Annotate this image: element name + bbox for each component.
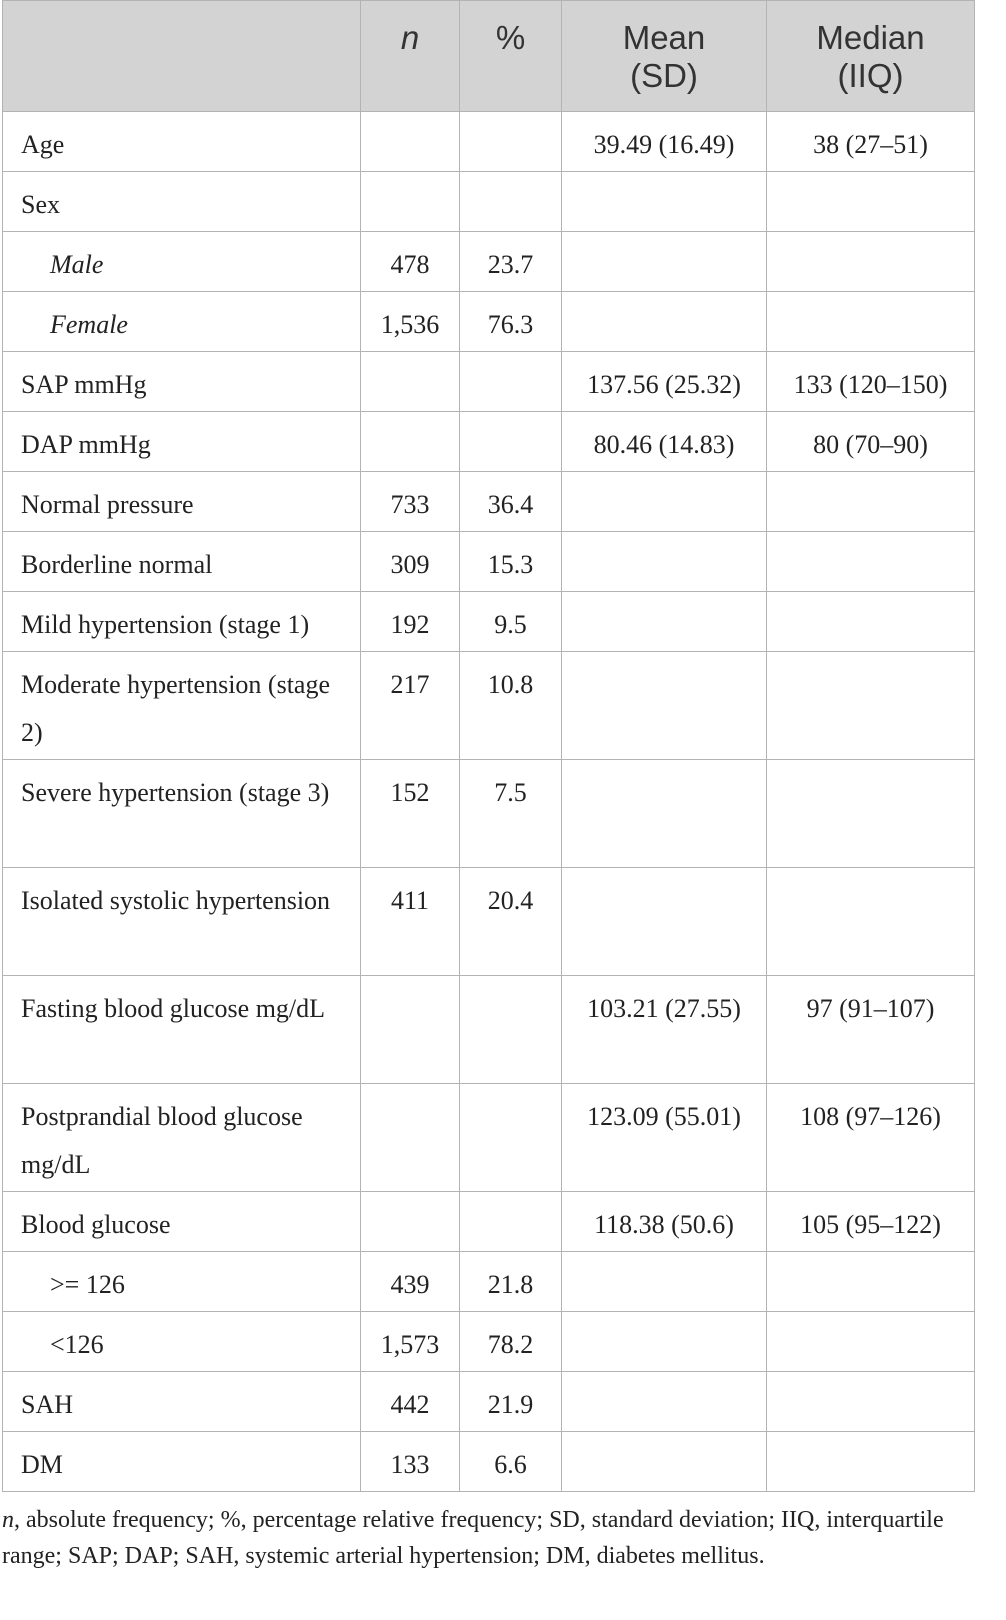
- cell-median-iiq: 38 (27–51): [767, 112, 975, 172]
- row-label: Isolated systolic hypertension: [3, 868, 361, 976]
- row-label: SAP mmHg: [3, 352, 361, 412]
- table-row: [3, 412, 975, 472]
- cell-n: 217: [361, 652, 460, 760]
- cell-median-iiq: 108 (97–126): [767, 1084, 975, 1192]
- cell-n: 309: [361, 532, 460, 592]
- row-label: Normal pressure: [3, 472, 361, 532]
- row-label: >= 126: [3, 1252, 361, 1312]
- cell-percent: [460, 172, 562, 232]
- cell-mean-sd: 80.46 (14.83): [562, 412, 767, 472]
- cell-mean-sd: [562, 868, 767, 976]
- row-label: DM: [3, 1432, 361, 1492]
- cell-mean-sd: [562, 760, 767, 868]
- cell-n: 1,536: [361, 292, 460, 352]
- row-label: Female: [3, 292, 361, 352]
- cell-n: [361, 412, 460, 472]
- table-row: [3, 112, 975, 172]
- cell-percent: 76.3: [460, 292, 562, 352]
- table-row: [3, 652, 975, 760]
- cell-median-iiq: [767, 760, 975, 868]
- row-label: Moderate hypertension (stage 2): [3, 652, 361, 760]
- cell-n: 478: [361, 232, 460, 292]
- cell-mean-sd: 123.09 (55.01): [562, 1084, 767, 1192]
- cell-median-iiq: 105 (95–122): [767, 1192, 975, 1252]
- footnote-n-symbol: n: [2, 1507, 14, 1533]
- row-label: Sex: [3, 172, 361, 232]
- cell-median-iiq: 80 (70–90): [767, 412, 975, 472]
- cell-percent: 20.4: [460, 868, 562, 976]
- cell-median-iiq: [767, 292, 975, 352]
- cell-n: [361, 112, 460, 172]
- cell-n: [361, 172, 460, 232]
- cell-median-iiq: [767, 592, 975, 652]
- header-mean-sd: [562, 1, 767, 112]
- row-label: Postprandial blood glucose mg/dL: [3, 1084, 361, 1192]
- cell-median-iiq: [767, 652, 975, 760]
- table-body: [3, 112, 975, 1492]
- cell-percent: 6.6: [460, 1432, 562, 1492]
- row-label: Fasting blood glucose mg/dL: [3, 976, 361, 1084]
- cell-mean-sd: [562, 592, 767, 652]
- cell-percent: 23.7: [460, 232, 562, 292]
- header-median-line2: (IIQ): [837, 57, 904, 94]
- header-row: [3, 1, 975, 112]
- header-label: [3, 1, 361, 112]
- table-row: [3, 172, 975, 232]
- cell-n: [361, 1084, 460, 1192]
- cell-percent: 36.4: [460, 472, 562, 532]
- header-percent: %: [460, 1, 562, 112]
- cell-mean-sd: 103.21 (27.55): [562, 976, 767, 1084]
- table-row: [3, 472, 975, 532]
- cell-n: 411: [361, 868, 460, 976]
- cell-median-iiq: [767, 232, 975, 292]
- footnote-text: , absolute frequency; %, percentage relative frequency; SD, standard deviation; IIQ, interquartile range; SAP; DAP; SAH, systemic arterial hypertension; DM, diabetes mellitus.: [2, 1507, 944, 1569]
- cell-median-iiq: [767, 1312, 975, 1372]
- table-row: [3, 760, 975, 868]
- cell-mean-sd: [562, 292, 767, 352]
- table-row: [3, 1192, 975, 1252]
- table-row: [3, 1084, 975, 1192]
- cell-n: 1,573: [361, 1312, 460, 1372]
- row-label: DAP mmHg: [3, 412, 361, 472]
- cell-n: 733: [361, 472, 460, 532]
- cell-percent: 10.8: [460, 652, 562, 760]
- cell-median-iiq: [767, 868, 975, 976]
- cell-mean-sd: [562, 232, 767, 292]
- row-label: SAH: [3, 1372, 361, 1432]
- cell-percent: 78.2: [460, 1312, 562, 1372]
- cell-median-iiq: [767, 532, 975, 592]
- cell-median-iiq: 133 (120–150): [767, 352, 975, 412]
- cell-n: [361, 1192, 460, 1252]
- cell-mean-sd: [562, 1312, 767, 1372]
- table-row: [3, 1372, 975, 1432]
- cell-mean-sd: [562, 1252, 767, 1312]
- cell-mean-sd: [562, 172, 767, 232]
- header-n: n: [361, 1, 460, 112]
- table-row: [3, 232, 975, 292]
- cell-percent: [460, 976, 562, 1084]
- row-label: Mild hypertension (stage 1): [3, 592, 361, 652]
- table-row: [3, 292, 975, 352]
- cell-median-iiq: 97 (91–107): [767, 976, 975, 1084]
- row-label: Severe hypertension (stage 3): [3, 760, 361, 868]
- data-table: [2, 0, 975, 1492]
- table-row: [3, 532, 975, 592]
- cell-percent: [460, 412, 562, 472]
- cell-n: 133: [361, 1432, 460, 1492]
- cell-n: [361, 976, 460, 1084]
- table-row: [3, 352, 975, 412]
- cell-mean-sd: [562, 532, 767, 592]
- cell-percent: 7.5: [460, 760, 562, 868]
- cell-mean-sd: [562, 1432, 767, 1492]
- cell-mean-sd: [562, 652, 767, 760]
- table-row: [3, 1252, 975, 1312]
- row-label: Borderline normal: [3, 532, 361, 592]
- table-footnote: [2, 1502, 974, 1574]
- cell-n: 152: [361, 760, 460, 868]
- table-row: [3, 1312, 975, 1372]
- cell-mean-sd: [562, 472, 767, 532]
- row-label: <126: [3, 1312, 361, 1372]
- cell-percent: 15.3: [460, 532, 562, 592]
- cell-median-iiq: [767, 472, 975, 532]
- table-row: [3, 1432, 975, 1492]
- cell-n: 192: [361, 592, 460, 652]
- cell-percent: [460, 352, 562, 412]
- row-label: Male: [3, 232, 361, 292]
- cell-median-iiq: [767, 1252, 975, 1312]
- table-header: [3, 1, 975, 112]
- table-row: [3, 592, 975, 652]
- cell-percent: 21.9: [460, 1372, 562, 1432]
- cell-percent: 21.8: [460, 1252, 562, 1312]
- cell-median-iiq: [767, 172, 975, 232]
- header-median-iiq: [767, 1, 975, 112]
- cell-n: 442: [361, 1372, 460, 1432]
- row-label: Blood glucose: [3, 1192, 361, 1252]
- cell-mean-sd: [562, 1372, 767, 1432]
- cell-mean-sd: 39.49 (16.49): [562, 112, 767, 172]
- cell-percent: [460, 1084, 562, 1192]
- header-mean-line1: Mean: [622, 19, 706, 56]
- header-median-line1: Median: [816, 19, 925, 56]
- cell-percent: 9.5: [460, 592, 562, 652]
- table-container: [2, 0, 974, 1574]
- cell-percent: [460, 112, 562, 172]
- table-row: [3, 976, 975, 1084]
- cell-n: [361, 352, 460, 412]
- header-mean-line2: (SD): [630, 57, 698, 94]
- table-row: [3, 868, 975, 976]
- cell-n: 439: [361, 1252, 460, 1312]
- row-label: Age: [3, 112, 361, 172]
- cell-percent: [460, 1192, 562, 1252]
- cell-median-iiq: [767, 1372, 975, 1432]
- cell-median-iiq: [767, 1432, 975, 1492]
- cell-mean-sd: 137.56 (25.32): [562, 352, 767, 412]
- cell-mean-sd: 118.38 (50.6): [562, 1192, 767, 1252]
